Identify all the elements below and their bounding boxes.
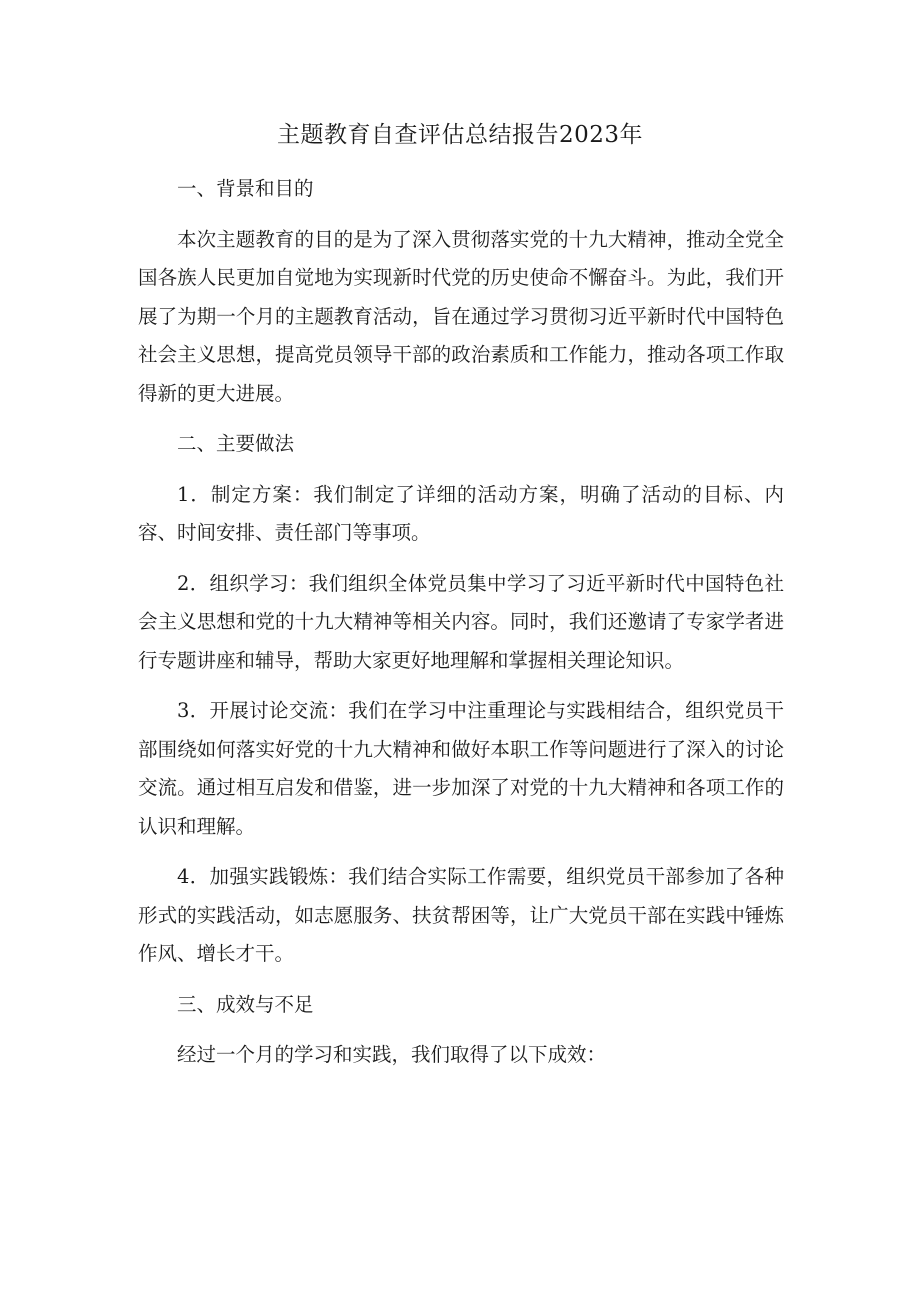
paragraph-item-2: 2．组织学习：我们组织全体党员集中学习了习近平新时代中国特色社会主义思想和党的十九大精神等相关内容。同时，我们还邀请了专家学者进行专题讲座和辅导，帮助大家更好地理解和掌握相关理论知识。 <box>138 571 784 672</box>
paragraph-item-4: 4．加强实践锻炼：我们结合实际工作需要，组织党员干部参加了各种形式的实践活动，如志愿服务、扶贫帮困等，让广大党员干部在实践中锤炼作风、增长才干。 <box>138 865 784 965</box>
heading-main-practices: 二、主要做法 <box>177 432 295 455</box>
paragraph-results-intro: 经过一个月的学习和实践，我们取得了以下成效： <box>177 1043 607 1066</box>
heading-results-shortcomings: 三、成效与不足 <box>177 992 314 1016</box>
paragraph-item-1: 1．制定方案：我们制定了详细的活动方案，明确了活动的目标、内容、时间安排、责任部门等事项。 <box>138 482 784 544</box>
document-body <box>138 170 784 1087</box>
paragraph-item-3: 3．开展讨论交流：我们在学习中注重理论与实践相结合，组织党员干部围绕如何落实好党的十九大精神和做好本职工作等问题进行了深入的讨论交流。通过相互启发和借鉴，进一步加深了对党的十九大精神和各项工作的认识和理解。 <box>138 699 784 838</box>
document-title: 主题教育自查评估总结报告2023年 <box>276 122 644 148</box>
heading-background-purpose: 一、背景和目的 <box>177 177 314 200</box>
paragraph-purpose: 本次主题教育的目的是为了深入贯彻落实党的十九大精神，推动全党全国各族人民更加自觉地为实现新时代党的历史使命不懈奋斗。为此，我们开展了为期一个月的主题教育活动，旨在通过学习贯彻习近平新时代中国特色社会主义思想，提高党员领导干部的政治素质和工作能力，推动各项工作取得新的更大进展。 <box>138 227 784 405</box>
